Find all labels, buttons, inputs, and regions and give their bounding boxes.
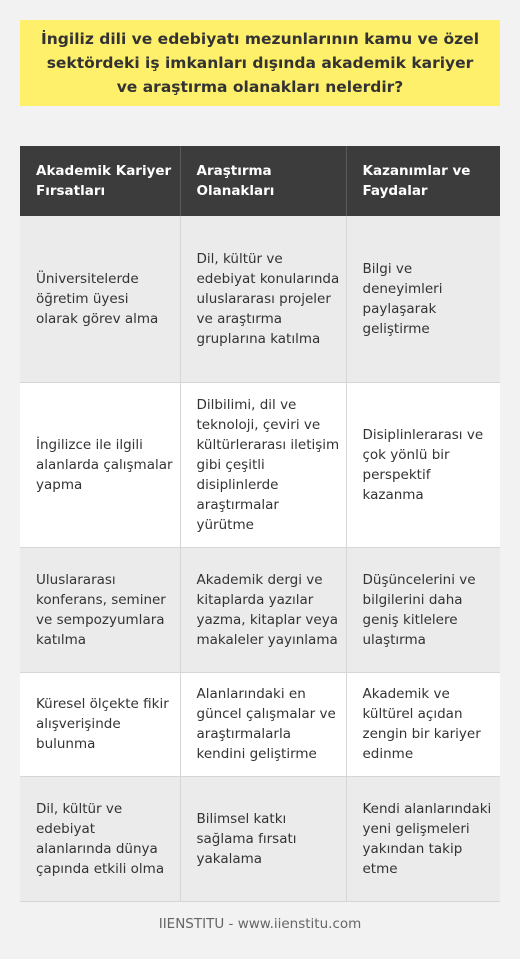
- table-cell: Dil, kültür ve edebiyat konularında uluslararası projeler ve araştırma gruplarına katılma: [180, 216, 346, 382]
- table-cell: Uluslararası konferans, seminer ve sempozyumlara katılma: [20, 547, 180, 672]
- table-row: [20, 776, 500, 901]
- title-banner: [20, 20, 500, 106]
- table-cell: Düşüncelerini ve bilgilerini daha geniş kitlelere ulaştırma: [346, 547, 500, 672]
- table-cell: Bilgi ve deneyimleri paylaşarak geliştirme: [346, 216, 500, 382]
- table-cell: Disiplinlerarası ve çok yönlü bir perspektif kazanma: [346, 382, 500, 547]
- column-header: Araştırma Olanakları: [180, 146, 346, 216]
- table-cell: Bilimsel katkı sağlama fırsatı yakalama: [180, 776, 346, 901]
- table-row: [20, 672, 500, 776]
- table-row: [20, 382, 500, 547]
- table-cell: Dilbilimi, dil ve teknoloji, çeviri ve kültürlerarası iletişim gibi çeşitli disiplinlerde araştırmalar yürütme: [180, 382, 346, 547]
- table-cell: Kendi alanlarındaki yeni gelişmeleri yakından takip etme: [346, 776, 500, 901]
- table-cell: Alanlarındaki en güncel çalışmalar ve araştırmalarla kendini geliştirme: [180, 672, 346, 776]
- column-header: Kazanımlar ve Faydalar: [346, 146, 500, 216]
- table-cell: Üniversitelerde öğretim üyesi olarak görev alma: [20, 216, 180, 382]
- column-header: Akademik Kariyer Fırsatları: [20, 146, 180, 216]
- page-title: İngiliz dili ve edebiyatı mezunlarının kamu ve özel sektördeki iş imkanları dışında akademik kariyer ve araştırma olanakları nelerdir?: [40, 30, 480, 96]
- table-row: [20, 547, 500, 672]
- info-table: [20, 146, 500, 902]
- table-cell: Akademik dergi ve kitaplarda yazılar yazma, kitaplar veya makaleler yayınlama: [180, 547, 346, 672]
- table-header-row: [20, 146, 500, 216]
- table-cell: İngilizce ile ilgili alanlarda çalışmalar yapma: [20, 382, 180, 547]
- table-cell: Akademik ve kültürel açıdan zengin bir kariyer edinme: [346, 672, 500, 776]
- table-cell: Dil, kültür ve edebiyat alanlarında dünya çapında etkili olma: [20, 776, 180, 901]
- footer-credit: IIENSTITU - www.iienstitu.com: [158, 916, 362, 932]
- table-cell: Küresel ölçekte fikir alışverişinde bulunma: [20, 672, 180, 776]
- table-row: [20, 216, 500, 382]
